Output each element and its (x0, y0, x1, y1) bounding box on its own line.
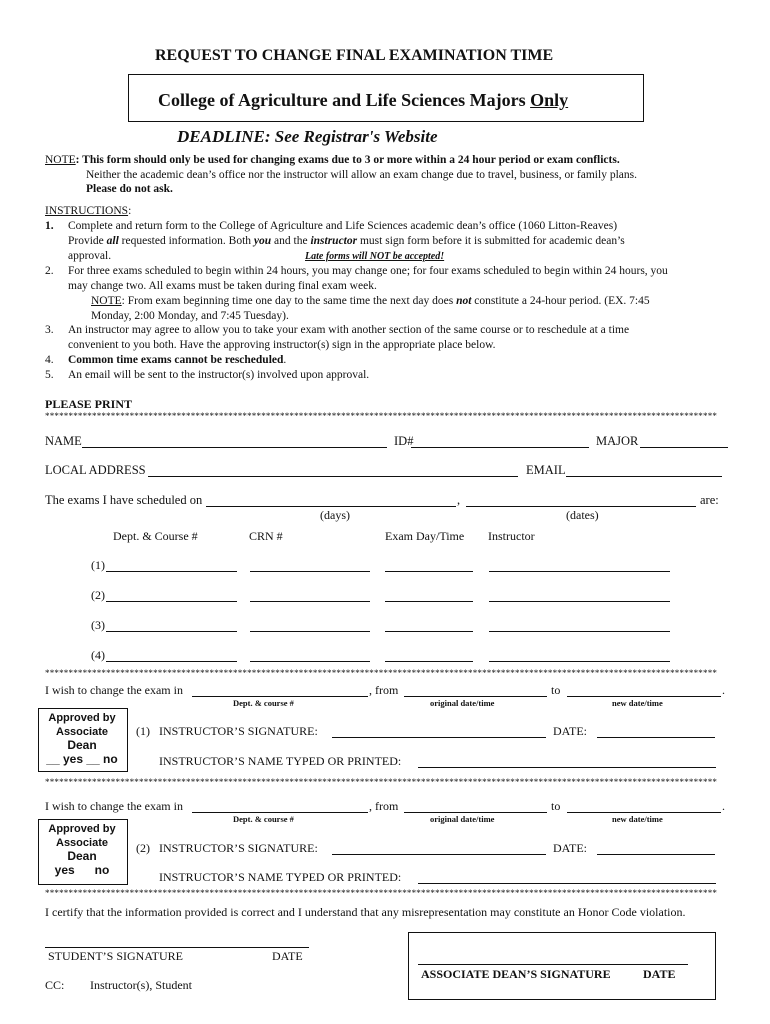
change-1-name-label: INSTRUCTOR’S NAME TYPED OR PRINTED: (159, 754, 402, 768)
email-field[interactable] (566, 464, 722, 477)
change-1-original-field[interactable] (404, 684, 547, 697)
local-address-label: LOCAL ADDRESS (45, 463, 146, 477)
exam-row-4-dept-course[interactable] (106, 649, 237, 662)
note-line-1: NOTE: This form should only be used for changing exams due to 3 or more within a 24 hour period or exam conflicts. (45, 154, 620, 166)
instructions-heading: INSTRUCTIONS: (45, 205, 132, 217)
star-divider: *********************************************************************************************************************************************** (45, 777, 718, 787)
change-1-dept-course-field[interactable] (192, 684, 368, 697)
local-address-field[interactable] (148, 464, 518, 477)
note-line-2: Neither the academic dean’s office nor the instructor will allow an exam change due to travel, business, or family plans. (86, 169, 637, 181)
item-5-text: An email will be sent to the instructor(s) involved upon approval. (68, 369, 370, 381)
change-1-instructor-signature[interactable] (332, 725, 546, 738)
change-2-original-field[interactable] (404, 800, 547, 813)
exam-row-2-instructor[interactable] (489, 589, 670, 602)
change-2-number: (2) (136, 841, 150, 855)
item-1-number: 1. (45, 220, 54, 232)
student-date-label: DATE (272, 949, 303, 963)
item-2-note-line-1: NOTE: From exam beginning time one day to the same time the next day does not constitute a 24-hour period. (EX. 7:45 (91, 295, 650, 307)
exam-row-3-number: (3) (91, 618, 105, 632)
item-2-number: 2. (45, 265, 54, 277)
cc-value: Instructor(s), Student (90, 978, 192, 992)
change-1-sub-original: original date/time (430, 698, 495, 708)
exam-row-2-day-time[interactable] (385, 589, 473, 602)
exam-row-3-instructor[interactable] (489, 619, 670, 632)
star-divider: *********************************************************************************************************************************************** (45, 668, 718, 678)
item-3-number: 3. (45, 324, 54, 336)
approval-1-text: Approved by Associate Dean __ yes __ no (46, 712, 118, 766)
approval-2-text: Approved by Associate Dean yes no (48, 823, 116, 877)
student-signature-field[interactable] (45, 935, 309, 948)
associate-dean-signature-field[interactable] (418, 952, 688, 965)
item-2-note-line-2: Monday, 2:00 Monday, and 7:45 Tuesday). (91, 310, 289, 322)
college-heading: College of Agriculture and Life Sciences Majors Only (158, 90, 569, 110)
header-crn: CRN # (249, 529, 283, 543)
name-label: NAME (45, 434, 82, 448)
exam-row-2-crn[interactable] (250, 589, 370, 602)
change-2-to-label: to (551, 799, 561, 813)
deadline: DEADLINE: See Registrar's Website (177, 127, 438, 146)
item-2-line-1: For three exams scheduled to begin within 24 hours, you may change one; for four exams scheduled to begin within 24 hours, you (68, 265, 668, 277)
change-1-number: (1) (136, 724, 150, 738)
change-1-sub-dept: Dept. & course # (233, 698, 294, 708)
change-2-instructor-name[interactable] (418, 871, 716, 884)
change-2-sig-label: INSTRUCTOR’S SIGNATURE: (159, 841, 318, 855)
major-field[interactable] (640, 435, 728, 448)
exam-row-1-dept-course[interactable] (106, 559, 237, 572)
late-forms-warning: Late forms will NOT be accepted! (305, 251, 445, 262)
change-2-period: . (722, 799, 725, 813)
item-1-line-2: Provide all requested information. Both you and the instructor must sign form before it is submitted for academic dean’s (68, 235, 625, 247)
id-label: ID# (394, 434, 414, 448)
change-1-date-label: DATE: (553, 724, 587, 738)
email-label: EMAIL (526, 463, 566, 477)
change-2-dept-course-field[interactable] (192, 800, 368, 813)
item-3-line-1: An instructor may agree to allow you to take your exam with another section of the same course or to reschedule at a time (68, 324, 630, 336)
associate-dean-signature-label: ASSOCIATE DEAN’S SIGNATURE (421, 967, 611, 981)
change-1-wish-label: I wish to change the exam in (45, 683, 183, 697)
are-label: are: (700, 493, 719, 507)
certify-statement: I certify that the information provided is correct and I understand that any misrepresentation may constitute an Honor Code violation. (45, 905, 686, 919)
item-5-number: 5. (45, 369, 54, 381)
exam-row-4-instructor[interactable] (489, 649, 670, 662)
exam-days-field[interactable] (206, 494, 456, 507)
change-2-sub-original: original date/time (430, 814, 495, 824)
exam-row-1-day-time[interactable] (385, 559, 473, 572)
associate-dean-box (408, 932, 716, 1000)
header-instructor: Instructor (488, 529, 535, 543)
item-2-line-2: may change two. All exams must be taken during final exam week. (68, 280, 377, 292)
change-1-instructor-name[interactable] (418, 755, 716, 768)
exam-row-4-number: (4) (91, 648, 105, 662)
change-1-period: . (722, 683, 725, 697)
name-field[interactable] (82, 435, 387, 448)
note-line-3: Please do not ask. (86, 183, 173, 195)
change-2-wish-label: I wish to change the exam in (45, 799, 183, 813)
exam-row-1-instructor[interactable] (489, 559, 670, 572)
major-label: MAJOR (596, 434, 639, 448)
change-1-new-field[interactable] (567, 684, 721, 697)
change-2-name-label: INSTRUCTOR’S NAME TYPED OR PRINTED: (159, 870, 402, 884)
days-caption: (days) (320, 508, 350, 522)
exam-row-4-day-time[interactable] (385, 649, 473, 662)
change-2-date-label: DATE: (553, 841, 587, 855)
change-1-to-label: to (551, 683, 561, 697)
associate-dean-date-label: DATE (643, 967, 676, 981)
item-1-line-1: Complete and return form to the College of Agriculture and Life Sciences academic dean’s office (1060 Litton-Reaves) (68, 220, 618, 232)
change-2-sub-new: new date/time (612, 814, 663, 824)
exams-scheduled-label: The exams I have scheduled on (45, 493, 203, 507)
exams-comma: , (457, 493, 461, 507)
id-field[interactable] (411, 435, 589, 448)
change-1-from-label: , from (369, 683, 399, 697)
exam-row-2-number: (2) (91, 588, 105, 602)
change-2-sub-dept: Dept. & course # (233, 814, 294, 824)
exam-row-3-day-time[interactable] (385, 619, 473, 632)
change-1-sub-new: new date/time (612, 698, 663, 708)
star-divider: *********************************************************************************************************************************************** (45, 411, 718, 421)
change-2-from-label: , from (369, 799, 399, 813)
cc-label: CC: (45, 978, 65, 992)
star-divider: *********************************************************************************************************************************************** (45, 888, 718, 898)
exam-row-1-crn[interactable] (250, 559, 370, 572)
dates-caption: (dates) (566, 508, 599, 522)
exam-row-1-number: (1) (91, 558, 105, 572)
item-4-number: 4. (45, 354, 54, 366)
change-2-instructor-signature[interactable] (332, 842, 546, 855)
change-1-date-field[interactable] (597, 725, 715, 738)
please-print-heading: PLEASE PRINT (45, 397, 133, 411)
item-3-line-2: convenient to you both. Have the approving instructor(s) sign in the appropriate place below. (68, 339, 496, 351)
exam-row-2-dept-course[interactable] (106, 589, 237, 602)
exam-row-3-dept-course[interactable] (106, 619, 237, 632)
change-1-sig-label: INSTRUCTOR’S SIGNATURE: (159, 724, 318, 738)
header-dept-course: Dept. & Course # (113, 529, 198, 543)
item-1-line-3: approval. (68, 250, 112, 262)
change-2-date-field[interactable] (597, 842, 715, 855)
exam-row-4-crn[interactable] (250, 649, 370, 662)
exam-dates-field[interactable] (466, 494, 696, 507)
form-title: REQUEST TO CHANGE FINAL EXAMINATION TIME (155, 47, 554, 64)
exam-row-3-crn[interactable] (250, 619, 370, 632)
item-4-text: Common time exams cannot be rescheduled. (68, 354, 287, 366)
student-signature-label: STUDENT’S SIGNATURE (48, 949, 183, 963)
header-exam-day-time: Exam Day/Time (385, 529, 465, 543)
change-2-new-field[interactable] (567, 800, 721, 813)
